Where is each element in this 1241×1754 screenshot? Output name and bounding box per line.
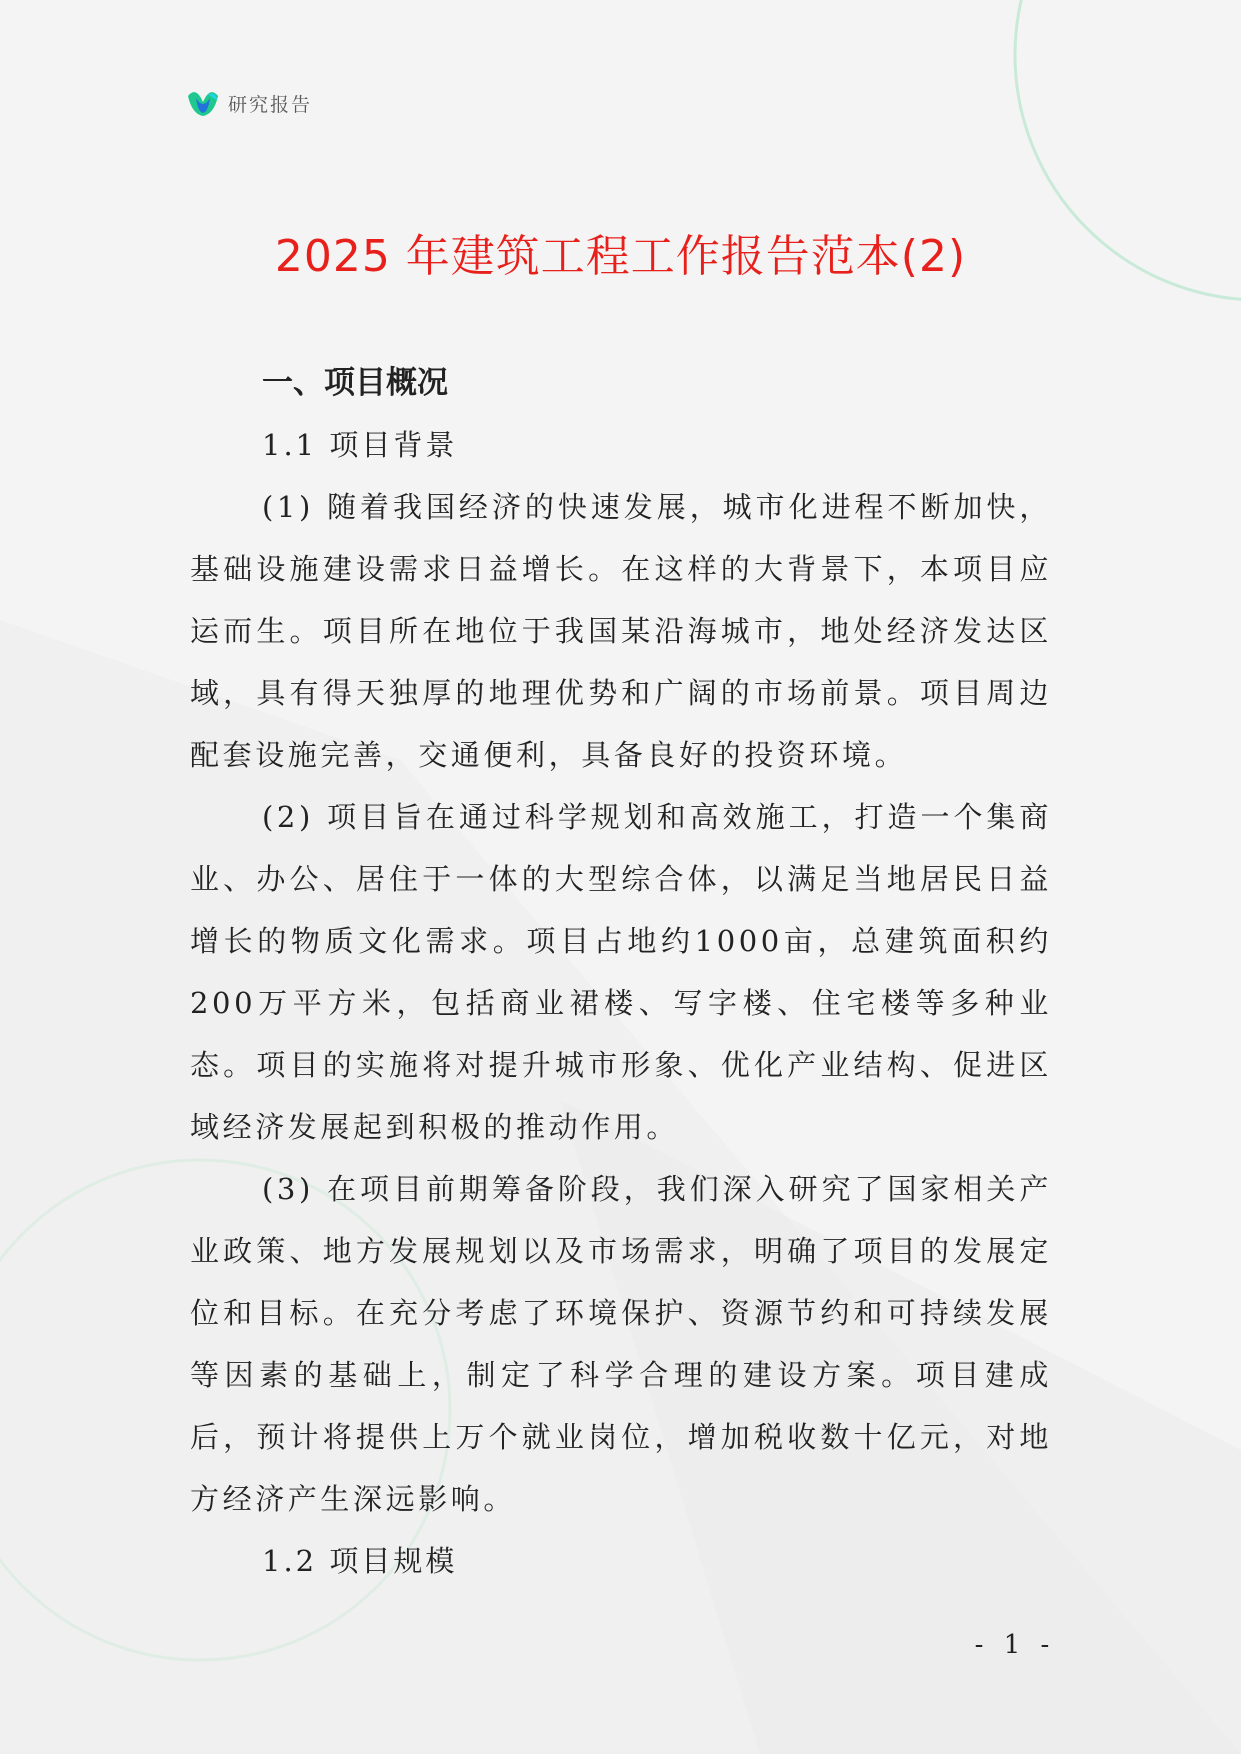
paragraph-1: (1) 随着我国经济的快速发展，城市化进程不断加快，基础设施建设需求日益增长。在这样的大背景下，本项目应运而生。项目所在地位于我国某沿海城市，地处经济发达区域，具有得天独厚的地理优势和广阔的市场前景。项目周边配套设施完善，交通便利，具备良好的投资环境。 [190,490,1052,772]
subsection-title-scale: 1.2 项目规模 [262,1544,458,1578]
page-number: - 1 - [974,1630,1056,1660]
paragraph-2: (2) 项目旨在通过科学规划和高效施工，打造一个集商业、办公、居住于一体的大型综合体，以满足当地居民日益增长的物质文化需求。项目占地约1000亩，总建筑面积约200万平方米，包括商业裙楼、写字楼、住宅楼等多种业态。项目的实施将对提升城市形象、优化产业结构、促进区域经济发展起到积极的推动作用。 [190,800,1052,1144]
section-title: 一、项目概况 [262,365,448,401]
paragraph-3: (3) 在项目前期筹备阶段，我们深入研究了国家相关产业政策、地方发展规划以及市场需求，明确了项目的发展定位和目标。在充分考虑了环境保护、资源节约和可持续发展等因素的基础上，制定了科学合理的建设方案。项目建成后，预计将提供上万个就业岗位，增加税收数十亿元，对地方经济产生深远影响。 [190,1172,1052,1516]
document-header [186,88,312,118]
report-logo-icon [186,88,220,118]
document-body [190,352,1052,1592]
header-label: 研究报告 [228,93,313,116]
subsection-title-background: 1.1 项目背景 [262,428,458,462]
document-title: 2025 年建筑工程工作报告范本(2) [274,231,967,282]
